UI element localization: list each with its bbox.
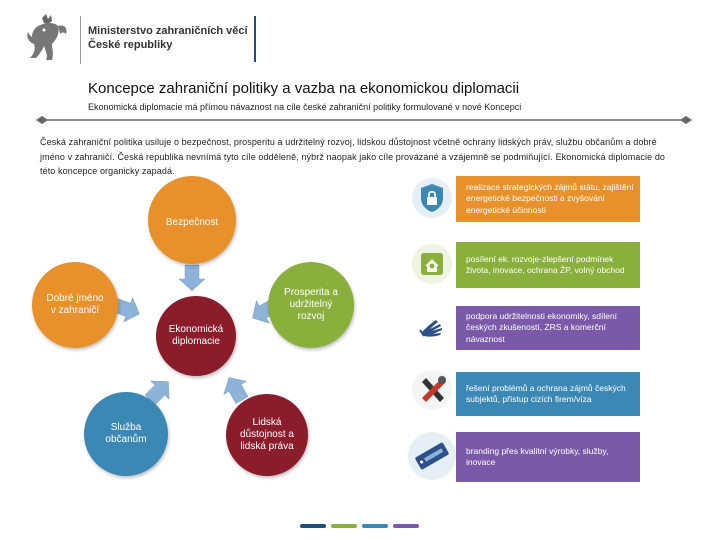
shield-lock-icon [412, 178, 452, 218]
icon-circle-1 [412, 178, 452, 218]
tree-house-icon [412, 244, 452, 284]
ministry-logo [22, 12, 74, 64]
page-subtitle: Ekonomická diplomacie má přímou návaznost na cíle české zahraniční politiky formulované v nové Koncepci [88, 102, 522, 112]
item-box-3 [456, 306, 640, 350]
node-center-ekonomicka-diplomacie [156, 296, 236, 376]
item-text-3: podpora udržitelnosti ekonomiky, sdílení českých zkušeností, ZRS a komerční návaznost [466, 310, 618, 344]
node-dobre-jmeno [32, 262, 118, 348]
item-box-5 [456, 432, 640, 482]
icon-circle-4 [412, 370, 452, 410]
node-prosperita [268, 262, 354, 348]
arrow-bezpecnost [179, 265, 205, 291]
node-bezpecnost [148, 176, 236, 264]
item-box-4 [456, 372, 640, 416]
icon-circle-2 [412, 244, 452, 284]
hand-icon [412, 306, 452, 346]
tools-icon [412, 370, 452, 410]
footer-bar-4 [393, 524, 419, 528]
item-box-1 [456, 176, 640, 222]
node-center-label: Ekonomická diplomacie [168, 324, 224, 347]
ministry-line2: České republiky [88, 39, 173, 51]
page-title: Koncepce zahraniční politiky a vazba na ekonomickou diplomacii [88, 80, 520, 97]
separator-line [34, 114, 694, 126]
node-lidska-label: Lidská důstojnost a lidská práva [240, 417, 294, 452]
node-bezpecnost-label: Bezpečnost [165, 217, 219, 228]
ministry-line1: Ministerstvo zahraničních věcí [88, 25, 248, 37]
node-dobre-jmeno-label: Dobré jméno v zahraničí [46, 293, 104, 316]
branding-tag-icon [408, 432, 456, 480]
ministry-name [88, 24, 248, 52]
item-text-5: branding přes kvalitní výrobky, služby, inovace [466, 445, 609, 467]
intro-paragraph: Česká zahraniční politika usiluje o bezpečnost, prosperitu a udržitelný rozvoj, lidskou důstojnost včetně ochrany lidských práv, službu občanům a dobré jméno v zahraničí. Česká republika nevnímá tyto cíle odděleně, nýbrž naopak jako cíle provázané a vzájemně se podmiňující. Ekonomická diplomacie do této koncepce organicky zapadá. [40, 137, 666, 176]
footer-bar-3 [362, 524, 388, 528]
node-sluzba-label: Služba občanům [105, 422, 147, 445]
footer-bar-2 [331, 524, 357, 528]
header-divider [80, 16, 81, 64]
node-sluzba [84, 392, 168, 476]
icon-circle-5 [408, 432, 456, 480]
item-text-1: realizace strategických zájmů státu, zajištění energetické bezpečnosti a zvyšování energetické účinnosti [466, 181, 634, 215]
node-lidska-dustojnost [226, 394, 308, 476]
czech-lion-icon [22, 12, 74, 64]
footer-bar-1 [300, 524, 326, 528]
item-text-2: posílení ek. rozvoje-zlepšení podmínek života, inovace, ochrana ŽP, volný obchod [466, 253, 625, 275]
header-accent-line [254, 16, 256, 62]
item-box-2 [456, 242, 640, 288]
item-text-4: řešení problémů a ochrana zájmů českých subjektů, přístup cizích firem/víza [466, 382, 626, 404]
node-prosperita-label: Prosperita a udržitelný rozvoj [284, 287, 338, 322]
icon-circle-3 [412, 306, 452, 346]
